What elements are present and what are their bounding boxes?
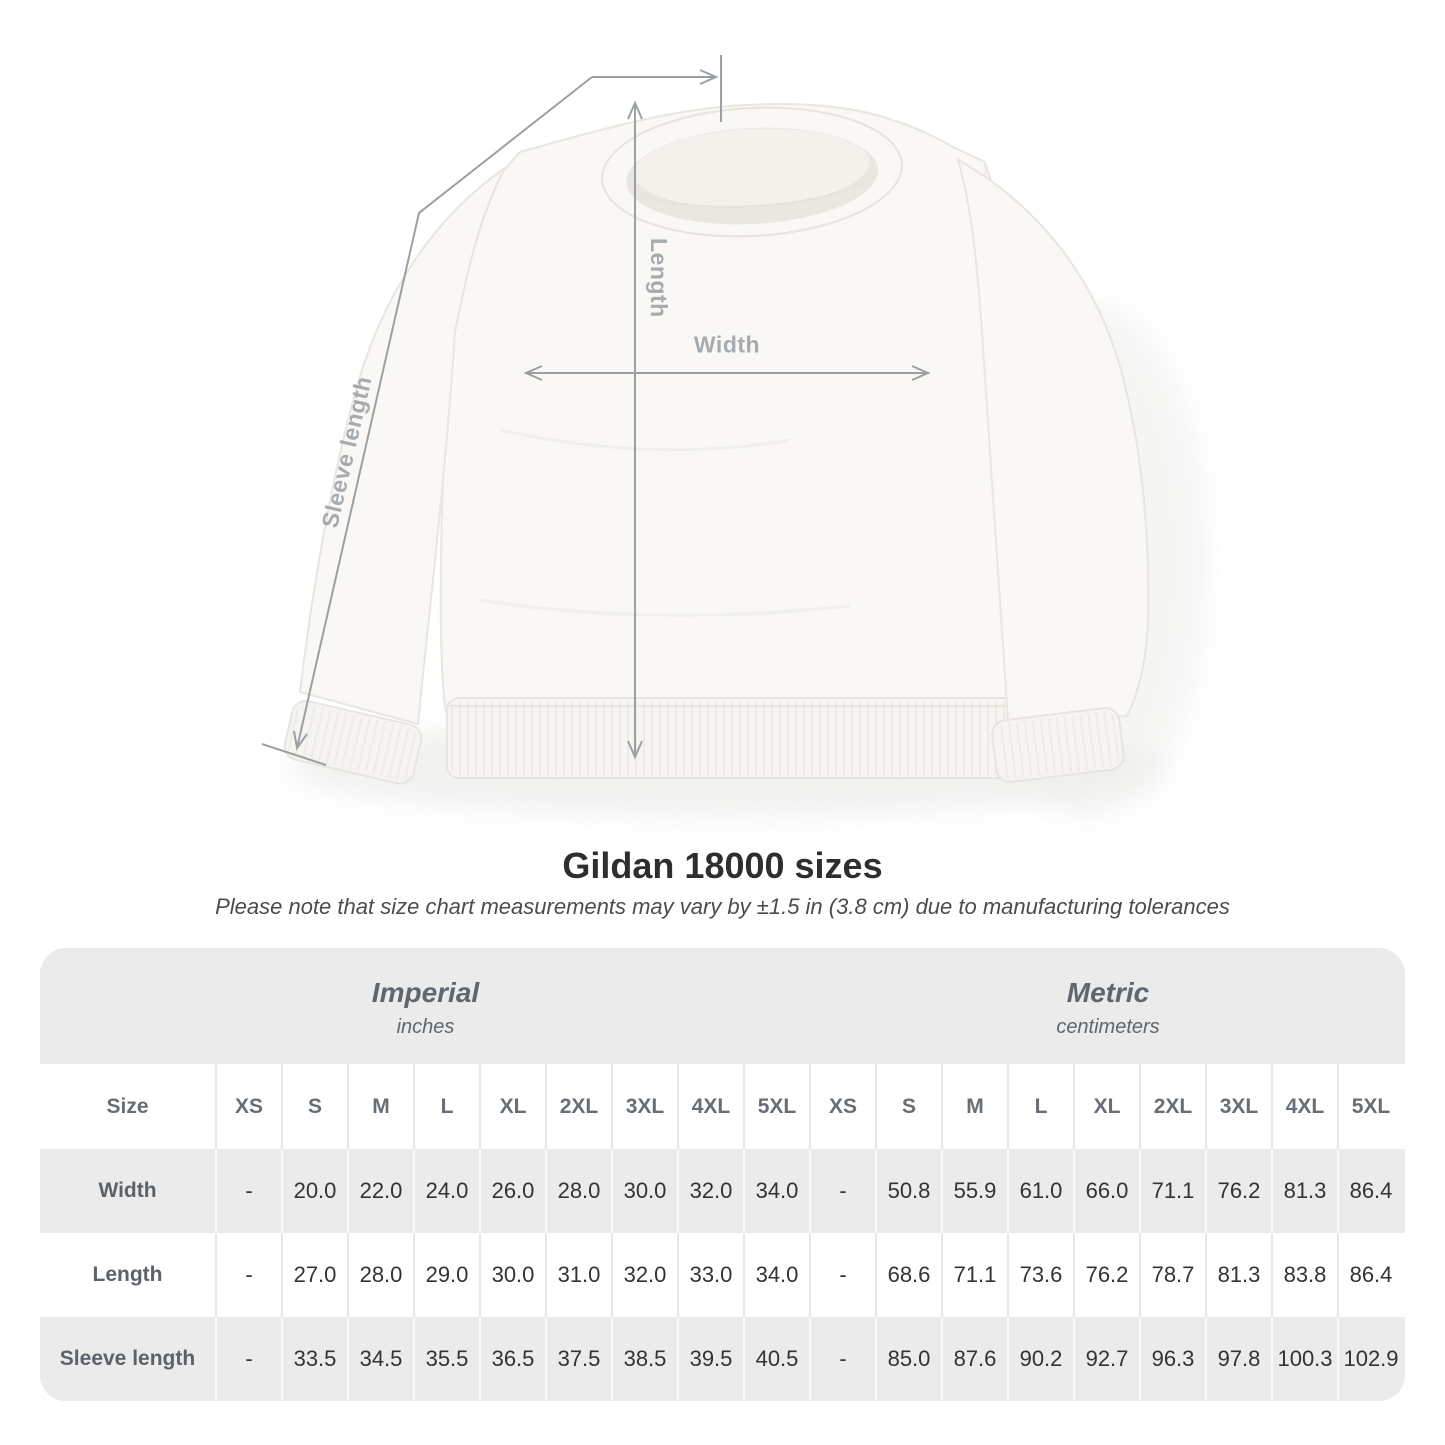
tolerance-note: Please note that size chart measurements may vary by ±1.5 in (3.8 cm) due to manufacturing tolerances [215, 894, 1230, 919]
sleeve-metric-xs: - [811, 1317, 877, 1401]
sleeve-imperial-l: 35.5 [415, 1317, 481, 1401]
length-imperial-m: 28.0 [349, 1233, 415, 1317]
length-metric-l: 73.6 [1009, 1233, 1075, 1317]
imperial-group-header [40, 948, 811, 1064]
length-imperial-4xl: 33.0 [679, 1233, 745, 1317]
length-metric-3xl: 81.3 [1207, 1233, 1273, 1317]
sleeve-metric-l: 90.2 [1009, 1317, 1075, 1401]
size-header-metric-xs: XS [811, 1064, 877, 1149]
sleeve-imperial-s: 33.5 [283, 1317, 349, 1401]
size-grid [40, 1064, 1405, 1401]
sleeve-metric-s: 85.0 [877, 1317, 943, 1401]
length-metric-m: 71.1 [943, 1233, 1009, 1317]
length-imperial-l: 29.0 [415, 1233, 481, 1317]
length-metric-xl: 76.2 [1075, 1233, 1141, 1317]
row-label-sleeve-length: Sleeve length [40, 1317, 217, 1401]
row-label-width: Width [40, 1149, 217, 1233]
length-measure-label: Length [646, 238, 672, 318]
size-chart-table [40, 948, 1405, 1401]
size-header-metric-m: M [943, 1064, 1009, 1149]
width-imperial-5xl: 34.0 [745, 1149, 811, 1233]
sleeve-imperial-4xl: 39.5 [679, 1317, 745, 1401]
length-metric-xs: - [811, 1233, 877, 1317]
metric-group-name: Metric [1066, 977, 1150, 1008]
sweatshirt-hem [447, 698, 1023, 778]
sleeve-imperial-3xl: 38.5 [613, 1317, 679, 1401]
width-imperial-s: 20.0 [283, 1149, 349, 1233]
size-header-imperial-l: L [415, 1064, 481, 1149]
size-header-imperial-5xl: 5XL [745, 1064, 811, 1149]
width-metric-4xl: 81.3 [1273, 1149, 1339, 1233]
length-metric-5xl: 86.4 [1339, 1233, 1405, 1317]
length-imperial-2xl: 31.0 [547, 1233, 613, 1317]
sleeve-length-measure-label: Sleeve length [316, 373, 377, 531]
size-column-header: Size [40, 1064, 217, 1149]
size-header-metric-5xl: 5XL [1339, 1064, 1405, 1149]
length-imperial-s: 27.0 [283, 1233, 349, 1317]
size-header-metric-4xl: 4XL [1273, 1064, 1339, 1149]
length-imperial-5xl: 34.0 [745, 1233, 811, 1317]
width-metric-m: 55.9 [943, 1149, 1009, 1233]
width-imperial-3xl: 30.0 [613, 1149, 679, 1233]
width-imperial-2xl: 28.0 [547, 1149, 613, 1233]
row-label-length: Length [40, 1233, 217, 1317]
unit-group-band [40, 948, 1405, 1064]
length-imperial-xs: - [217, 1233, 283, 1317]
metric-group-unit: centimeters [1056, 1016, 1160, 1038]
size-header-imperial-2xl: 2XL [547, 1064, 613, 1149]
sleeve-metric-3xl: 97.8 [1207, 1317, 1273, 1401]
width-imperial-l: 24.0 [415, 1149, 481, 1233]
metric-group-header [811, 948, 1405, 1064]
width-measure-label: Width [693, 331, 761, 358]
size-header-imperial-4xl: 4XL [679, 1064, 745, 1149]
sleeve-imperial-2xl: 37.5 [547, 1317, 613, 1401]
sleeve-metric-5xl: 102.9 [1339, 1317, 1405, 1401]
sleeve-imperial-m: 34.5 [349, 1317, 415, 1401]
width-imperial-xs: - [217, 1149, 283, 1233]
size-header-metric-l: L [1009, 1064, 1075, 1149]
sleeve-metric-2xl: 96.3 [1141, 1317, 1207, 1401]
sleeve-imperial-xl: 36.5 [481, 1317, 547, 1401]
sleeve-metric-4xl: 100.3 [1273, 1317, 1339, 1401]
width-imperial-m: 22.0 [349, 1149, 415, 1233]
width-metric-5xl: 86.4 [1339, 1149, 1405, 1233]
width-imperial-xl: 26.0 [481, 1149, 547, 1233]
width-metric-l: 61.0 [1009, 1149, 1075, 1233]
imperial-group-unit: inches [396, 1016, 455, 1038]
length-imperial-xl: 30.0 [481, 1233, 547, 1317]
size-header-metric-2xl: 2XL [1141, 1064, 1207, 1149]
size-header-metric-s: S [877, 1064, 943, 1149]
page-title: Gildan 18000 sizes [562, 845, 883, 886]
length-imperial-3xl: 32.0 [613, 1233, 679, 1317]
size-header-imperial-m: M [349, 1064, 415, 1149]
width-metric-xl: 66.0 [1075, 1149, 1141, 1233]
sleeve-metric-m: 87.6 [943, 1317, 1009, 1401]
length-metric-s: 68.6 [877, 1233, 943, 1317]
width-imperial-4xl: 32.0 [679, 1149, 745, 1233]
size-header-metric-3xl: 3XL [1207, 1064, 1273, 1149]
size-header-imperial-3xl: 3XL [613, 1064, 679, 1149]
width-metric-xs: - [811, 1149, 877, 1233]
width-metric-3xl: 76.2 [1207, 1149, 1273, 1233]
size-header-imperial-xl: XL [481, 1064, 547, 1149]
size-header-metric-xl: XL [1075, 1064, 1141, 1149]
sleeve-metric-xl: 92.7 [1075, 1317, 1141, 1401]
size-header-imperial-xs: XS [217, 1064, 283, 1149]
length-metric-4xl: 83.8 [1273, 1233, 1339, 1317]
sleeve-imperial-5xl: 40.5 [745, 1317, 811, 1401]
size-header-imperial-s: S [283, 1064, 349, 1149]
heading-block [0, 846, 1445, 920]
length-metric-2xl: 78.7 [1141, 1233, 1207, 1317]
width-metric-2xl: 71.1 [1141, 1149, 1207, 1233]
sleeve-imperial-xs: - [217, 1317, 283, 1401]
width-metric-s: 50.8 [877, 1149, 943, 1233]
imperial-group-name: Imperial [371, 977, 480, 1008]
